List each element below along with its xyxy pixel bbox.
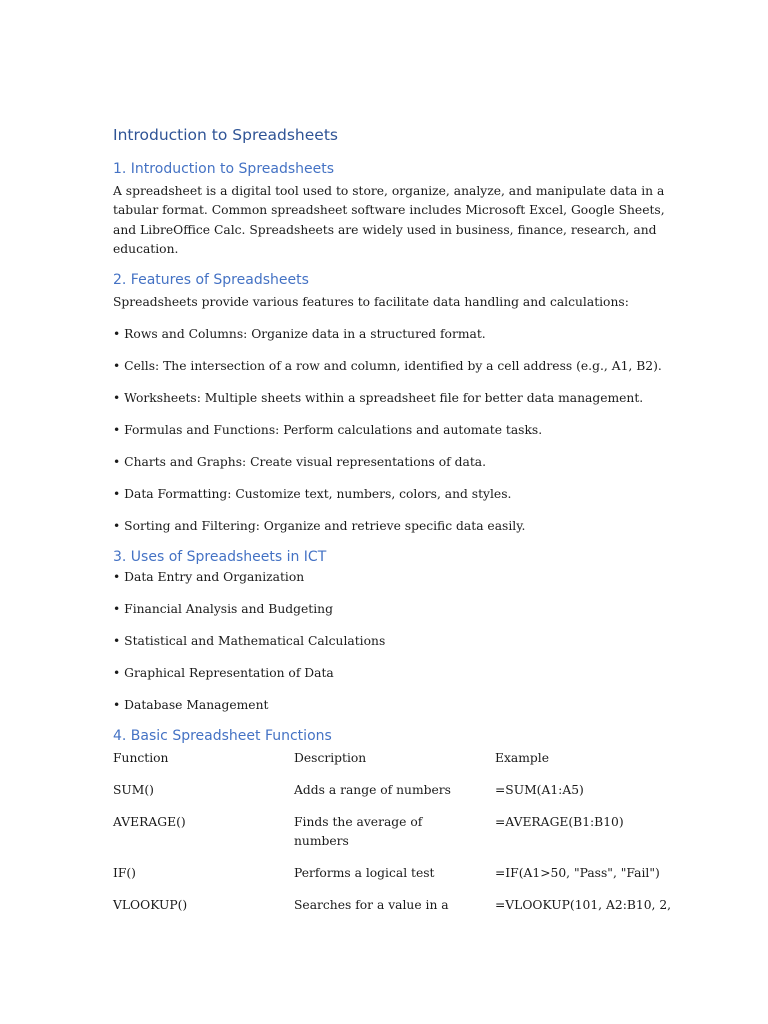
list-item: • Charts and Graphs: Create visual representations of data. <box>113 455 487 470</box>
function-cell: AVERAGE() <box>113 815 186 830</box>
function-cell: SUM() <box>113 783 154 798</box>
column-header-example: Example <box>495 751 549 766</box>
list-item: • Financial Analysis and Budgeting <box>113 602 333 617</box>
function-cell: IF() <box>113 866 136 881</box>
functions-table <box>113 749 673 928</box>
table-row <box>113 813 673 864</box>
table-row <box>113 896 673 928</box>
list-item: • Graphical Representation of Data <box>113 666 334 681</box>
example-cell: =IF(A1>50, "Pass", "Fail") <box>495 866 660 881</box>
list-item: • Rows and Columns: Organize data in a structured format. <box>113 327 486 342</box>
list-item: • Database Management <box>113 698 269 713</box>
list-item: • Worksheets: Multiple sheets within a spreadsheet file for better data management. <box>113 391 644 406</box>
introduction-paragraph: A spreadsheet is a digital tool used to store, organize, analyze, and manipulate data in a tabular format. Common spreadsheet software includes Microsoft Excel, Google Sheets, and LibreOffice Calc. Spreadsheets are widely used in business, finance, research, and education. <box>113 184 665 256</box>
list-item: • Data Formatting: Customize text, numbers, colors, and styles. <box>113 487 512 502</box>
example-cell: =SUM(A1:A5) <box>495 783 584 798</box>
document-title: Introduction to Spreadsheets <box>113 126 338 144</box>
description-cell: Performs a logical test <box>294 866 435 881</box>
description-cell: Finds the average of numbers <box>294 815 423 849</box>
table-row <box>113 864 673 896</box>
section-heading-introduction: 1. Introduction to Spreadsheets <box>113 161 335 177</box>
list-item: • Sorting and Filtering: Organize and retrieve specific data easily. <box>113 519 526 534</box>
section-heading-features: 2. Features of Spreadsheets <box>113 272 309 289</box>
section-heading-uses: 3. Uses of Spreadsheets in ICT <box>113 549 327 566</box>
uses-list <box>113 568 673 715</box>
list-item: • Cells: The intersection of a row and column, identified by a cell address (e.g., A1, B2). <box>113 359 662 374</box>
example-cell: =AVERAGE(B1:B10) <box>495 815 624 830</box>
features-list <box>113 325 673 536</box>
table-row <box>113 781 673 813</box>
description-cell: Searches for a value in a <box>294 898 449 913</box>
section-heading-functions: 4. Basic Spreadsheet Functions <box>113 728 332 745</box>
document-page <box>113 122 673 928</box>
table-header-row <box>113 749 673 781</box>
list-item: • Formulas and Functions: Perform calculations and automate tasks. <box>113 423 543 438</box>
list-item: • Data Entry and Organization <box>113 570 305 585</box>
list-item: • Statistical and Mathematical Calculations <box>113 634 386 649</box>
example-cell: =VLOOKUP(101, A2:B10, 2, <box>495 898 672 913</box>
function-cell: VLOOKUP() <box>113 898 188 913</box>
description-cell: Adds a range of numbers <box>294 783 451 798</box>
features-intro: Spreadsheets provide various features to facilitate data handling and calculations: <box>113 295 629 310</box>
column-header-function: Function <box>113 751 169 766</box>
column-header-description: Description <box>294 751 367 766</box>
